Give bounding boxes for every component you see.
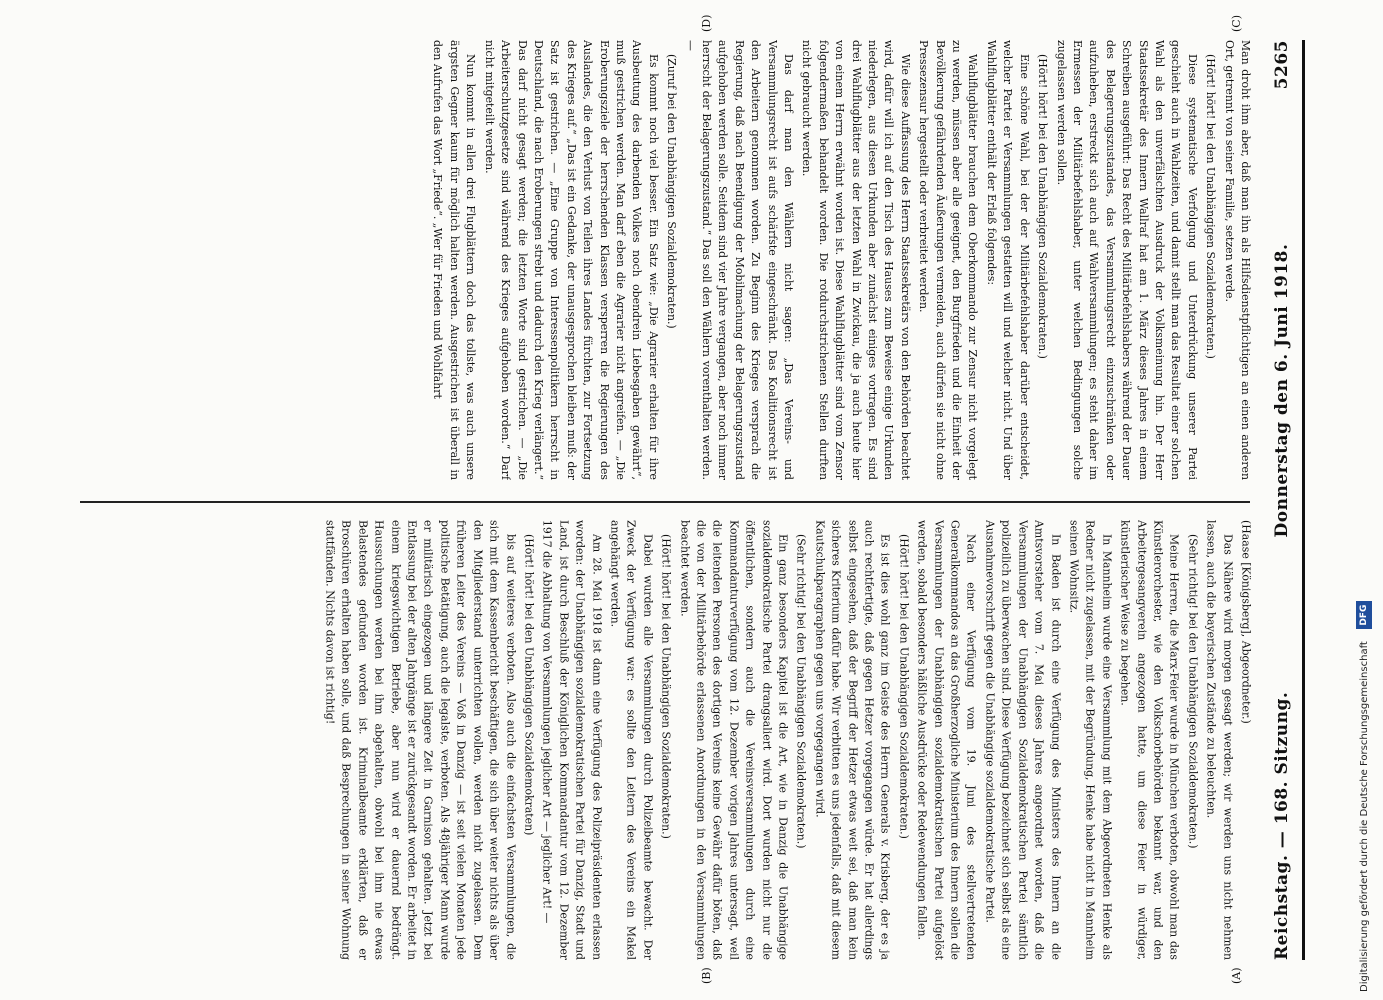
header-rule bbox=[1302, 40, 1305, 960]
paragraph: In Baden ist durch eine Verfügung des Ministers des Innern an die Amtsvorsteher vom 7. Mai dieses Jahres angeordnet worden, daß die Versammlungen der Unabhängigen Sozialdemokratischen Partei sämtlich polizeilich zu überwachen sind. Diese Verfügung bezeichnet sich selbst als eine Ausnahmevorschrift gegen die Unabhängige sozialdemokratische Partei. bbox=[982, 520, 1062, 960]
paragraph: Meine Herren, die Marx-Feier wurde in München verboten, obwohl man das Künstlerorchester, wie den Volkschorbehörden bekannt war, und den Arbeitergesangverein angezogen hatte, um diese Feier in würdiger, künstlerischer Weise zu begehen. bbox=[1118, 520, 1181, 960]
paragraph: Ein ganz besonders Kapitel ist die Art, wie in Danzig die Unabhängige sozialdemokratische Partei drangsaliert wird. Dort wurden nicht nur die öffentlichen, sondern auch die Vereinsversammlungen durch eine Kommandanturverfügung vom 12. Dezember vorigen Jahres untersagt, weil die leitenden Personen des dortigen Vereins keine Gewähr dafür böten, daß die von der Militärbehörde erlassenen Anordnungen in den Versammlungen beachtet werden. bbox=[677, 520, 790, 960]
paragraph: (Sehr richtig! bei den Unabhängigen Sozialdemokraten.) bbox=[794, 534, 808, 849]
page-number: 5265 bbox=[1272, 40, 1292, 90]
paragraph: Wahlflugblätter brauchen dem Oberkommando zur Zensur nicht vorgelegt zu werden, müssen aber alle geeignet, den Burgfrieden und die Einheit der Bevölkerung gefährdenden Äußerungen vermeiden, auch dürfen sie nicht ohne Pressezensur hergestellt oder verbreitet werden. bbox=[917, 40, 980, 480]
header-center: Donnerstag den 6. Juni 1918. bbox=[1272, 243, 1292, 538]
paragraph: (Hört! hört! bei den Unabhängigen Sozialdemokraten.) bbox=[896, 534, 910, 839]
paragraph: (Sehr richtig! bei den Unabhängigen Sozialdemokraten.) bbox=[1185, 534, 1199, 849]
paragraph: Nach einer Verfügung vom 19. Juni des stellvertretenden Generalkommandos an das Großherzogliche Ministerium des Innern sollen die Versammlungen der Unabhängigen sozialdemokratischen Partei aufgelöst werden, sobald besonders häßliche Ausdrücke oder Redewendungen fallen. bbox=[915, 520, 978, 960]
paragraph: Es ist dies wohl ganz im Geiste des Herrn Generals v. Krisberg, der es ja auch rechtfertigte, daß gegen Hetzer vorgegangen würde. Er hat allerdings selbst eingesehen, daß der Begriff der Hetzer etwas weit sei, daß man kein sicheres Kriterium dafür habe. Wir verbitten es uns jedenfalls, daß mit diesem Kautschukparagraphen gegen uns vorgegangen wird. bbox=[812, 520, 892, 960]
left-column-body bbox=[319, 520, 1253, 960]
margin-marker-c: (C) bbox=[1230, 15, 1243, 32]
paragraph: Am 28. Mai 1918 ist dann eine Verfügung des Polizeipräsidenten erlassen worden: der Unabhängigen sozialdemokratischen Partei für Danzig, Stadt und Land, ist durch Beschluß der Königlichen Kommandantur vom 12. Dezember 1917 die Abhaltung von Versammlungen jeglicher Art — jeglicher Art! — bbox=[540, 520, 603, 960]
footer-text: Digitalisierung gefördert durch die Deutsche Forschungsgemeinschaft bbox=[1358, 641, 1370, 992]
paragraph: Nun kommt in allen drei Flugblättern doch das tollste, was auch unsere ärgsten Gegner kaum für möglich halten werden. Ausgestrichen ist überall in den Aufrufen das Wort „Friede“. „Wer für Frieden und Wohlfahrt bbox=[431, 40, 478, 480]
paragraph: Das darf man den Wählern nicht sagen: „Das Vereins- und Versammlungsrecht ist aufs schärfste eingeschränkt. Das Koalitionsrecht ist den Arbeitern genommen worden. Zu Beginn des Krieges versprach die Regierung, daß nach Beendigung der Mobilmachung der Belagerungszustand aufgehoben werden solle. Seitdem sind vier Jahre vergangen, aber noch immer herrscht der Belagerungszustand.“ Das soll den Wählern vorenthalten werden. — bbox=[683, 40, 796, 480]
margin-marker-a: (A) bbox=[1230, 967, 1243, 984]
paragraph: (Hört! hört! bei den Unabhängigen Sozialdemokraten.) bbox=[1036, 54, 1050, 359]
paragraph: (Hört! hört! bei den Unabhängigen Sozialdemokraten.) bbox=[659, 534, 673, 839]
paragraph: (Haase [Königsberg], Abgeordneter.) bbox=[1239, 520, 1252, 724]
page-header bbox=[1262, 40, 1302, 960]
paragraph: Dabei wurden alle Versammlungen durch Polizeibeamte bewacht. Der Zweck der Verfügung war: es sollte den Leitern des Vereins ein Makel angehängt werden. bbox=[607, 520, 654, 960]
paragraph: Es kommt noch viel besser. Ein Satz wie: „Die Agrarier erhalten für ihre Ausbeutung des darbenden Volkes noch obendrein Liebesgaben gewährt“, muß gestrichen werden. Man darf eben die Agrarier nicht angreifen. — „Die Eroberungsziele der herrschenden Klassen versperren die Regierungen des Auslandes, die den Verlust von Teilen ihres Landes fürchten, zur Fortsetzung des Krieges auf.“ „Das ist ein Gedanke, der unausgesprochen bleiben muß: der Satz ist gestrichen. — „Eine Gruppe von Interessenpolitikern herrscht in Deutschland, die nach Eroberungen strebt und dadurch den Krieg verlängert.“ Das darf nicht gesagt werden; die letzten Worte sind gestrichen. — „Die Arbeiterschutzgesetze sind während des Krieges aufgehoben worden.“ Darf nicht mitgeteilt werden. bbox=[482, 40, 660, 480]
paragraph: Das Nähere wird morgen gesagt werden; wir werden uns nicht nehmen lassen, auch die bayerischen Zustände zu beleuchten. bbox=[1204, 520, 1234, 960]
paragraph: bis auf weiteres verboten. Also auch die einfachsten Versammlungen, die sich mit dem Kassenbericht beschäftigen, die sich über weiter nichts als über den Mitgliederstand unterrichten wollen, werden nicht zugelassen. Dem früheren Leiter des Vereins — Voß in Danzig — ist seit vielen Monaten jede politische Betätigung, auch die legalste, verboten. Als 48jähriger Mann wurde er militärisch eingezogen und längere Zeit in Garnison gehalten. Jetzt bei Entlassung bei der alten Jahrgänge ist er zurückgesandt worden. Er arbeitet in einem kriegswichtigen Betriebe, aber nun wird er dauernd bedrängt. Haussuchungen werden bei ihm abgehalten, obwohl bei ihm nie etwas Belastendes gefunden worden ist. Kriminalbeamte erklärten, daß er Broschüren erhalten haben solle, und daß Besprechungen in seiner Wohnung stattfänden. Nichts davon ist richtig! bbox=[323, 520, 517, 960]
paragraph: (Hört! hört! bei den Unabhängigen Sozialdemokraten) bbox=[521, 534, 535, 836]
header-left: Reichstag. — 168. Sitzung. bbox=[1272, 691, 1292, 960]
paragraph: Eine schöne Wahl, bei der der Militärbefehlshaber darüber entscheidet, welcher Partei er Versammlungen gestatten will und welcher nicht. Und über Wahlflugblätter enthält der Erlaß folgendes: bbox=[984, 40, 1031, 480]
left-column bbox=[88, 520, 1253, 960]
paragraph: In Mannheim wurde eine Versammlung mit dem Abgeordneten Henke als Redner nicht zugelassen, mit der Begründung, Henke habe nicht in Mannheim seinen Wohnsitz. bbox=[1066, 520, 1113, 960]
right-column bbox=[88, 40, 1253, 480]
column-rule bbox=[80, 501, 1250, 503]
dfg-logo-icon: DFG bbox=[1356, 601, 1372, 629]
right-column-body bbox=[427, 40, 1253, 480]
paragraph: (Hört! hört! bei den Unabhängigen Sozialdemokraten.) bbox=[1204, 54, 1218, 359]
margin-marker-b: (B) bbox=[700, 967, 713, 984]
paragraph: (Zuruf bei den Unabhängigen Sozialdemokraten.) bbox=[665, 54, 679, 329]
paragraph: Wie diese Auffassung des Herrn Staatssekretärs von den Behörden beachtet wird, dafür will ich auf den Tisch des Hauses zum Beweise einige Urkunden niederlegen, aus diesen Urkunden aber zunächst einiges vortragen. Es sind drei Wahlflugblätter aus der letzten Wahl in Zwickau, die ja auch heute hier von einem Herrn erwähnt worden ist. Diese Wahlflugblätter sind vom Zensor folgendermaßen behandelt worden. Die rotdurchstrichenen Stellen durften nicht gebraucht werden. bbox=[800, 40, 912, 480]
digitization-footer bbox=[1352, 0, 1376, 1000]
paragraph: Man droht ihm aber, daß man ihn als Hilfsdienstpflichtigen an einen anderen Ort, getrennt von seiner Familie, setzen werde. bbox=[1222, 40, 1252, 480]
margin-marker-d: (D) bbox=[700, 14, 713, 32]
paragraph: Diese systematische Verfolgung und Unterdrückung unserer Partei geschieht auch in Wahlzeiten, und damit stellt man das Resultat einer solchen Wahl als den unverfälschten Ausdruck der Volksmeinung hin. Der Herr Staatssekretär des Innern Wallraf hat am 1. März dieses Jahres in einem Schreiben ausgeführt: Das Recht des Militärbefehlshabers während der Dauer des Belagerungszustandes, das Versammlungsrecht einzuschränken oder aufzuheben, erstreckt sich auch auf Wahlversammlungen; es steht daher im Ermessen der Militärbefehlshaber, unter welchen Bedingungen solche zugelassen werden sollen. bbox=[1054, 40, 1199, 480]
